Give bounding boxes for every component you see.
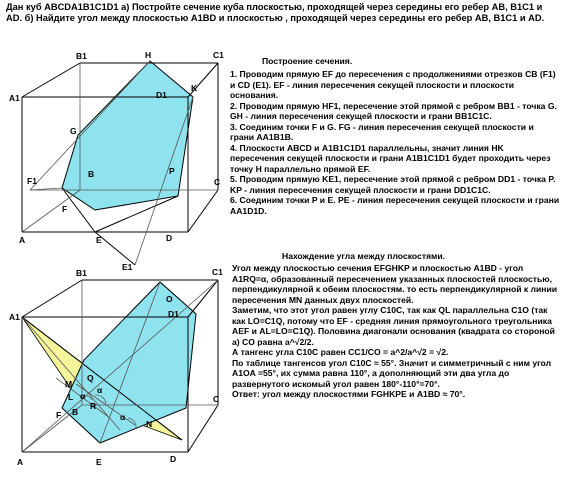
- label-F: F: [56, 410, 62, 420]
- label-E: E: [96, 235, 102, 245]
- label-B1: B1: [76, 51, 87, 61]
- label-C: C: [214, 177, 221, 187]
- label-C: C: [213, 394, 220, 404]
- label-R: R: [90, 401, 97, 411]
- label-G: G: [70, 126, 77, 136]
- label-D1: D1: [156, 90, 167, 100]
- construction-step: 5. Проводим прямую KE1, пересечение этой прямой с ребром DD1 - точка P. KP - линия пересечения секущей плоскости и грани DD1C1C.: [230, 174, 556, 195]
- angle-paragraph: Угол между плоскостью сечения EFGHKP и плоскостью A1BD - угол A1RQ=α, образованный пересечением указанных плоскостей плоскостью, перпендикулярной к обеим плоскостям. то есть перпендикулярной к линии пересечения MN данных двух плоскостей.: [232, 263, 558, 305]
- construction-title: Построение сечения.: [262, 56, 353, 66]
- angle-paragraph: А тангенс угла C10C равен CC1/CO = a^2/a^√2 = √2.: [232, 347, 449, 357]
- angle-paragraph: По таблице тангенсов угол C10C ≈ 55°. Значит и симметричный с ним угол A1OA =55°, их сумма равна 110°, а дополняющий эти два угла до развернутого искомый угол равен 180°-110°=70°.: [232, 357, 552, 389]
- label-alpha-3: α: [120, 412, 126, 422]
- label-Q: Q: [87, 373, 94, 383]
- label-A1: A1: [9, 312, 20, 322]
- construction-steps: [230, 69, 560, 216]
- problem-statement: Дан куб ABCDA1B1C1D1 а) Постройте сечение куба плоскостью, проходящей через середины его ребер AB, B1C1 и AD. б) Найдите угол между плоскостью A1BD и плоскостью , проходящей через середины его ребер AB, B1C1 и AD.: [6, 2, 545, 24]
- label-A: A: [19, 235, 26, 245]
- label-M: M: [65, 379, 73, 389]
- construction-step: 6. Соединим точки P и E. PE - линия пересечения секущей плоскости и грани AA1D1D.: [230, 195, 560, 216]
- label-B: B: [88, 169, 95, 179]
- label-O: O: [166, 294, 173, 304]
- label-alpha-1: α: [97, 385, 103, 395]
- answer: Ответ: угол между плоскостями FGHKPE и A1BD ≈ 70°.: [232, 389, 466, 399]
- construction-step: 3. Соединим точки F и G. FG - линия пересечения секущей плоскости и грани AA1B1B.: [230, 121, 534, 142]
- label-F1: F1: [27, 176, 37, 186]
- label-C1: C1: [213, 50, 224, 60]
- cube-section-figure: [0, 42, 240, 274]
- section-polygon: [62, 61, 193, 210]
- label-A1: A1: [9, 93, 20, 103]
- label-B: B: [72, 407, 79, 417]
- construction-step: 2. Проводим прямую HF1, пересечение этой прямой с ребром BB1 - точка G. GH - линия пересечения секущей плоскости и грани BB1C1C.: [230, 100, 557, 121]
- label-L: L: [68, 392, 74, 402]
- label-E: E: [96, 457, 102, 467]
- label-B1: B1: [76, 268, 87, 278]
- angle-title: Нахождение угла между плоскостями.: [282, 251, 446, 261]
- construction-step: 1. Проводим прямую EF до пересечения с продолжениями отрезков CB (F1) и CD (E1). EF - линия пересечения секущей плоскости и плоскости основания.: [230, 69, 556, 100]
- label-C1: C1: [212, 267, 223, 277]
- angle-paragraph: Заметим, что этот угол равен углу C10C, так как QL параллельна C1O (так как LO=C1Q, потому что EF - средняя линия прямоугольного треугольника AEF и AL=LO=C1Q). Половина диагонали основания (квадрата со стороной a) CO равна a^√2/2.: [232, 305, 555, 347]
- label-F: F: [62, 204, 68, 214]
- label-D1: D1: [168, 309, 179, 319]
- label-K: K: [191, 83, 198, 93]
- construction-step: 4. Плоскости ABCD и A1B1C1D1 параллельны, значит линия HK пересечения секущей плоскости и грани A1B1C1D1 будет проходить через точку H параллельно прямой EF.: [230, 142, 551, 174]
- label-E1: E1: [122, 262, 133, 272]
- label-P: P: [169, 166, 175, 176]
- label-A: A: [17, 457, 24, 467]
- angle-explanation: [232, 263, 562, 400]
- label-D: D: [166, 233, 173, 243]
- label-N: N: [146, 419, 153, 429]
- label-D: D: [170, 454, 177, 464]
- label-alpha-2: α: [80, 391, 86, 401]
- label-H: H: [145, 50, 152, 60]
- cube-angle-figure: [0, 266, 240, 480]
